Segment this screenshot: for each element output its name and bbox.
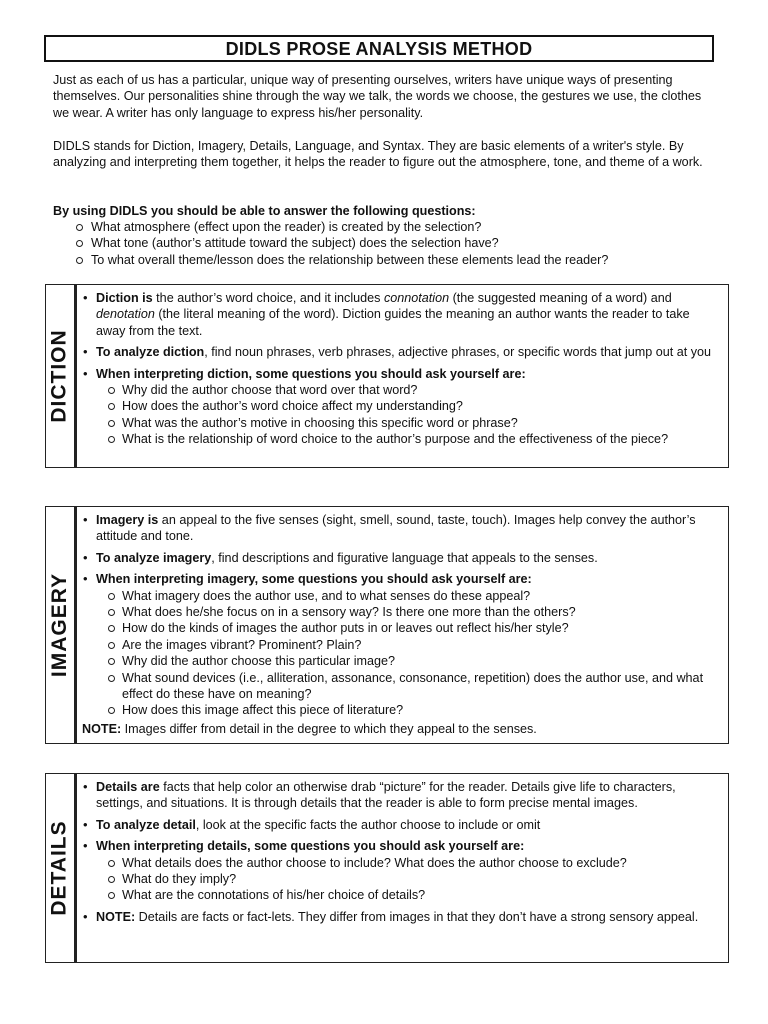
details-side-label: DETAILS [46,774,77,962]
intro-questions-list [53,219,713,268]
intro-paragraph-didls: DIDLS stands for Diction, Imagery, Details, Language, and Syntax. They are basic elements of a writer's style. By analyzing and interpreting them together, it helps the reader to figure out the atmosphere, tone, and theme of a work. [53,139,703,170]
list-item: What are the connotations of his/her choice of details? [96,887,722,903]
imagery-definition: • Imagery is an appeal to the five senses (sight, smell, sound, taste, touch). Images help convey the author’s attitude and tone. [82,512,722,545]
list-item: What sound devices (i.e., alliteration, assonance, consonance, repetition) does the author use, and what effect do these have on meaning? [96,670,722,703]
diction-section [45,284,729,468]
imagery-analyze: • To analyze imagery, find descriptions and figurative language that appeals to the senses. [82,550,722,566]
list-item: What was the author’s motive in choosing this specific word or phrase? [96,415,722,431]
imagery-questions-list [96,588,722,719]
diction-definition: • Diction is the author’s word choice, and it includes connotation (the suggested meaning of a word) and denotation (the literal meaning of the word). Diction guides the meaning an author wants the reader to take away from the text. [82,290,722,339]
list-item: What tone (author’s attitude toward the subject) does the selection have? [53,235,713,251]
imagery-interpret: • When interpreting imagery, some questions you should ask yourself are: What imagery does the author use, and to what senses do these appeal? What does he/she focus on in a sensory way? Is there one more than the others? How do the kinds of images the author puts in or leaves out reflect his/her style? Are the images vibrant? Prominent? Plain? Why did the author choose this particular image? What sound devices (i.e., alliteration, assonance, consonance, repetition) does the author use, and what effect do these have on meaning? How does this image affect this piece of literature? [82,571,722,719]
list-item: How does this image affect this piece of literature? [96,702,722,718]
imagery-section [45,506,729,744]
list-item: What atmosphere (effect upon the reader) is created by the selection? [53,219,713,235]
list-item: Are the images vibrant? Prominent? Plain? [96,637,722,653]
diction-questions-list [96,382,722,448]
page-title: DIDLS PROSE ANALYSIS METHOD [44,35,714,62]
details-questions-list [96,855,722,904]
imagery-note: NOTE: Images differ from detail in the degree to which they appeal to the senses. [82,721,537,736]
details-note: • NOTE: Details are facts or fact-lets. They differ from images in that they don’t have a strong sensory appeal. [82,909,722,925]
details-section [45,773,729,963]
imagery-side-label: IMAGERY [46,507,77,743]
list-item: What does he/she focus on in a sensory way? Is there one more than the others? [96,604,722,620]
intro-paragraph-personality: Just as each of us has a particular, unique way of presenting ourselves, writers have unique ways of presenting themselves. Our personalities shine through the way we talk, the words we choose, the gestures we use, the clothes we wear. A writer has only language to express his/her personality. [53,73,702,120]
list-item: What is the relationship of word choice to the author’s purpose and the effectiveness of the piece? [96,431,722,447]
diction-analyze: • To analyze diction, find noun phrases, verb phrases, adjective phrases, or specific words that jump out at you [82,344,722,360]
details-analyze: • To analyze detail, look at the specific facts the author choose to include or omit [82,817,722,833]
questions-heading: By using DIDLS you should be able to answer the following questions: [53,204,476,218]
list-item: What do they imply? [96,871,722,887]
diction-side-label: DICTION [46,285,77,467]
list-item: Why did the author choose this particular image? [96,653,722,669]
diction-interpret: • When interpreting diction, some questions you should ask yourself are: Why did the author choose that word over that word? How does the author’s word choice affect my understanding? What was the author’s motive in choosing this specific word or phrase? What is the relationship of word choice to the author’s purpose and the effectiveness of the piece? [82,366,722,448]
list-item: What imagery does the author use, and to what senses do these appeal? [96,588,722,604]
details-interpret: • When interpreting details, some questions you should ask yourself are: What details does the author choose to include? What does the author choose to exclude? What do they imply? What are the connotations of his/her choice of details? [82,838,722,904]
list-item: Why did the author choose that word over that word? [96,382,722,398]
list-item: How does the author’s word choice affect my understanding? [96,398,722,414]
list-item: How do the kinds of images the author puts in or leaves out reflect his/her style? [96,620,722,636]
list-item: What details does the author choose to include? What does the author choose to exclude? [96,855,722,871]
details-definition: • Details are facts that help color an otherwise drab “picture” for the reader. Details give life to characters, settings, and situations. It is through details that the reader is able to form precise mental images. [82,779,722,812]
list-item: To what overall theme/lesson does the relationship between these elements lead the reader? [53,252,713,268]
